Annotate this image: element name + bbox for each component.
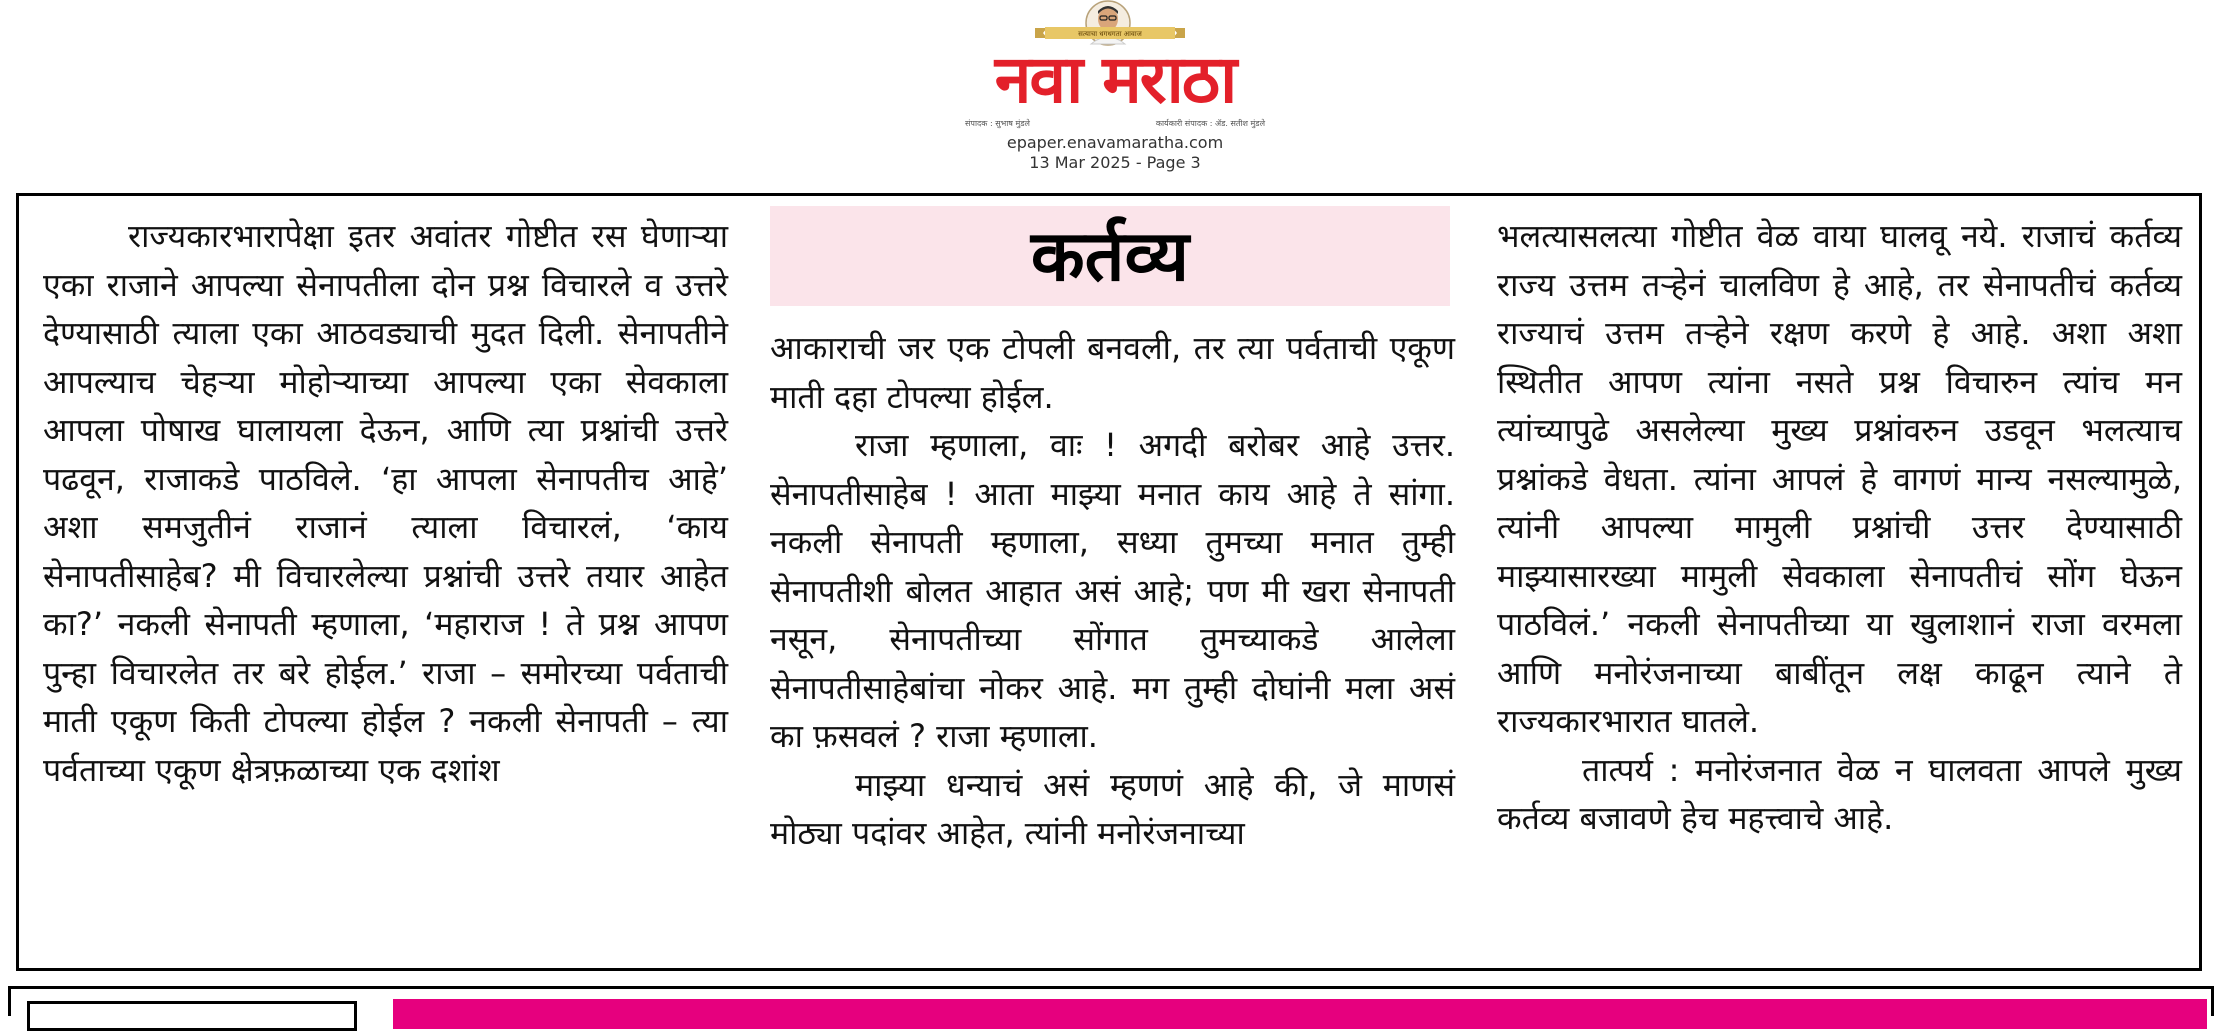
newspaper-logo: नवा मराठा [994,41,1236,118]
editor-left: संपादक : सुभाष मुंडले [965,119,1030,128]
article-box [16,193,2202,971]
article-column-left [43,212,728,794]
moral-paragraph: तात्पर्य : मनोरंजनात वेळ न घालवता आपले मुख्य कर्तव्य बजावणे हेच महत्त्वाचे आहे. [1497,750,2182,837]
paragraph: राजा म्हणाला, वाः ! अगदी बरोबर आहे उत्तर. सेनापतीसाहेब ! आता माझ्या मनात काय आहे ते सांगा. नकली सेनापती म्हणाला, सध्या तुमच्या मनात तुम्ही सेनापतीशी बोलत आहात असं आहे; पण मी खरा सेनापती नसून, सेनापतीच्या सोंगात तुमच्याकडे आलेला सेनापतीसाहेबांचा नोकर आहे. मग तुम्ही दोघांनी मला असं का फ़सवलं ? राजा म्हणाला. [770,426,1455,755]
issue-date: 13 Mar 2025 - Page 3 [1029,153,1201,172]
next-article-section [8,986,2214,1016]
site-url: epaper.enavamaratha.com [1006,133,1224,152]
editor-credits [965,118,1265,130]
tagline-ribbon [1035,26,1185,40]
paragraph: राज्यकारभारापेक्षा इतर अवांतर गोष्टीत रस घेणाऱ्या एका राजाने आपल्या सेनापतीला दोन प्रश्न विचारले व उत्तरे देण्यासाठी त्याला एका आठवड्याची मुदत दिली. सेनापतीने आपल्याच चेहऱ्या मोहोऱ्याच्या आपल्या एका सेवकाला आपला पोषाख घालायला देऊन, आणि त्या प्रश्नांची उत्तरे पढवून, राजाकडे पाठविले. ‘हा आपला सेनापतीच आहे’ अशा समजुतीनं राजानं त्याला विचारलं, ‘काय सेनापतीसाहेब? मी विचारलेल्या प्रश्नांची उत्तरे तयार आहेत का?’ नकली सेनापती म्हणाला, ‘महाराज ! ते प्रश्न आपण पुन्हा विचारलेत तर बरे होईल.’ राजा – समोरच्या पर्वताची माती एकूण किती टोपल्या होईल ? नकली सेनापती – त्या पर्वताच्या एकूण क्षेत्रफ़ळाच्या एक दशांश [43,217,728,789]
paragraph: आकाराची जर एक टोपली बनवली, तर त्या पर्वताची एकूण माती दहा टोपल्या होईल. [770,329,1455,416]
tagline-text: सत्याचा धगधगता आवाज [1078,30,1142,38]
next-article-box [27,1001,357,1031]
masthead [0,0,2222,180]
paragraph: भलत्यासलत्या गोष्टीत वेळ वाया घालवू नये. राजाचं कर्तव्य राज्य उत्तम तऱ्हेनं चालविण हे आहे, तर सेनापतीचं कर्तव्य राज्याचं उत्तम तऱ्हेने रक्षण करणे हे आहे. अशा अशा स्थितीत आपण त्यांना नसते प्रश्न विचारुन त्यांच मन त्यांच्यापुढे असलेल्या मुख्य प्रश्नांवरुन उडवून भलत्याच प्रश्नांकडे वेधता. त्यांना आपलं हे वागणं मान्य नसल्यामुळे, त्यांनी आपल्या मामुली प्रश्नांची उत्तर देण्यासाठी माझ्यासारख्या मामुली सेवकाला सेनापतीचं सोंग घेऊन पाठविलं.’ नकली सेनापतीच्या या खुलाशानं राजा वरमला आणि मनोरंजनाच्या बाबींतून लक्ष काढून त्याने ते राज्यकारभारात घातले. [1497,217,2182,740]
editor-right: कार्यकारी संपादक : ॲड. सतीश मुंडले [1155,119,1265,128]
paragraph: माझ्या धन्याचं असं म्हणणं आहे की, जे माणसं मोठ्या पदांवर आहेत, त्यांनी मनोरंजनाच्या [770,765,1455,852]
next-article-headline-bar [393,999,2207,1029]
article-column-middle [770,206,1455,858]
article-column-right [1497,212,2182,843]
article-headline: कर्तव्य [770,206,1450,306]
